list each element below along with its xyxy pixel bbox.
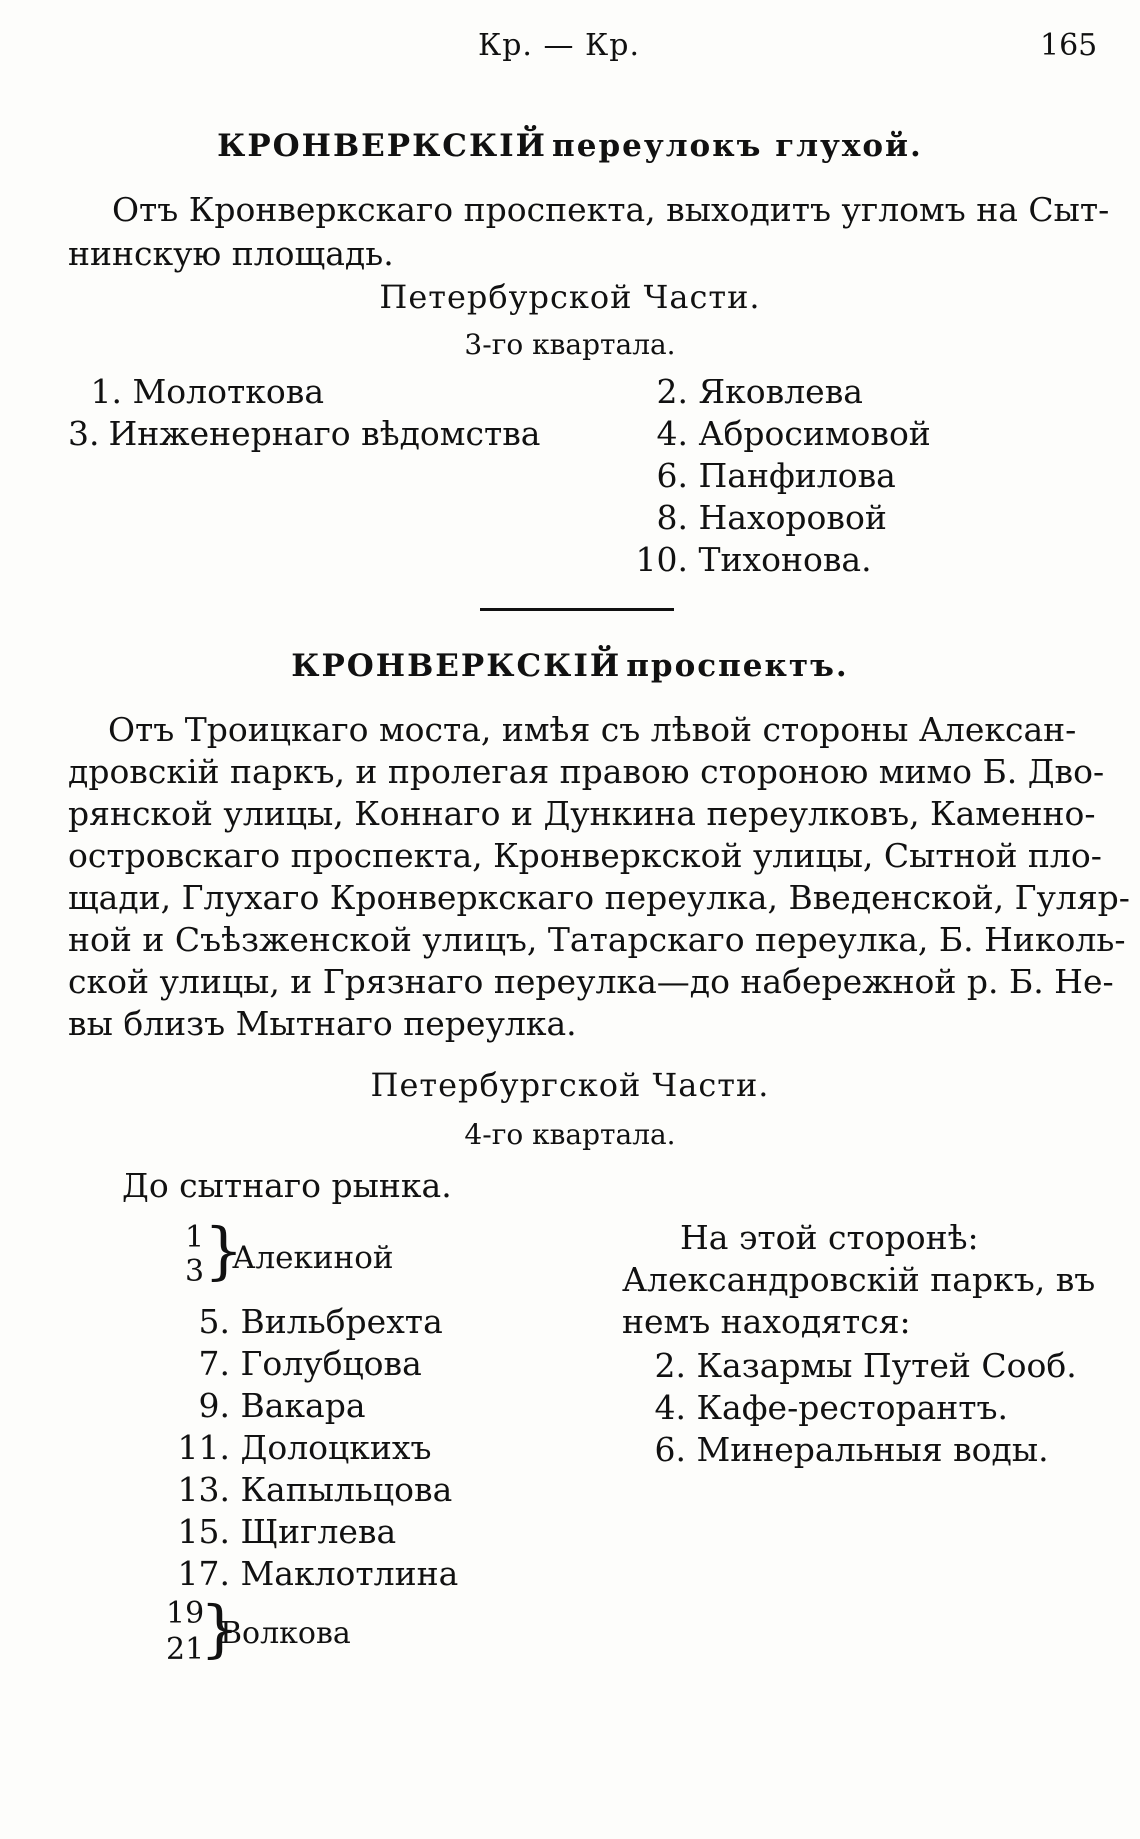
section1-description-line1: Отъ Кронверкскаго проспекта, выходитъ угломъ на Сыт- [112, 190, 1110, 229]
section2-description-line: дровскій паркъ, и пролегая правою стороною мимо Б. Дво- [68, 752, 1105, 791]
section2-left-item [150, 1386, 366, 1425]
section2-right-item [642, 1388, 1008, 1427]
section1-left-item [68, 414, 540, 453]
section1-title-bold: КРОНВЕРКСКІЙ [217, 128, 547, 164]
section2-description-line: ской улицы, и Грязнаго переулка—до набережной р. Б. Не- [68, 962, 1114, 1001]
item-name: Казармы Путей Сооб. [696, 1346, 1077, 1385]
section1-right-item [630, 456, 896, 495]
item-name: Кафе-ресторантъ. [696, 1388, 1009, 1427]
right-intro-line: На этой сторонѣ: [680, 1218, 979, 1257]
section1-title-rest: переулокъ глухой. [552, 128, 923, 164]
braced-name: Алекиной [232, 1240, 394, 1276]
section2-description-line: островскаго проспекта, Кронверкской улицы, Сытной пло- [68, 836, 1102, 875]
item-name: Долоцкихъ [240, 1428, 432, 1467]
item-number: 6. [654, 1430, 686, 1469]
right-intro-line: Александровскій паркъ, въ [622, 1260, 1096, 1299]
item-number: 6. [656, 456, 688, 495]
item-number: 7. [198, 1344, 230, 1383]
section2-left-item [150, 1428, 431, 1467]
section1-right-item [630, 372, 863, 411]
item-name: Молоткова [132, 372, 324, 411]
section-divider [480, 608, 674, 611]
item-number: 9. [198, 1386, 230, 1425]
section2-left-item [150, 1470, 452, 1509]
section1-description-line2: нинскую площадь. [68, 234, 394, 273]
section1-title [0, 128, 1140, 164]
item-number: 5. [198, 1302, 230, 1341]
section1-left-item [68, 372, 324, 411]
section1-right-item [630, 498, 887, 537]
item-name: Капыльцова [240, 1470, 453, 1509]
item-number: 13. [177, 1470, 230, 1509]
section1-quarter: 3-го квартала. [464, 328, 676, 361]
braced-number-a: 1 [185, 1220, 205, 1255]
item-number: 4. [654, 1388, 686, 1427]
section2-left-item [150, 1344, 422, 1383]
item-name: Яковлева [698, 372, 863, 411]
item-name: Нахоровой [698, 498, 887, 537]
section2-part: Петербургской Части. [370, 1066, 770, 1104]
item-name: Тихонова. [698, 540, 872, 579]
section2-left-item [150, 1302, 443, 1341]
item-name: Вакара [240, 1386, 366, 1425]
item-number: 2. [654, 1346, 686, 1385]
section2-description-line: Отъ Троицкаго моста, имѣя съ лѣвой стороны Алексан- [108, 710, 1077, 749]
section2-description-line: ной и Съѣзженской улицъ, Татарскаго переулка, Б. Николь- [68, 920, 1126, 959]
section2-title-rest: проспектъ. [626, 648, 849, 684]
item-name: Голубцова [240, 1344, 422, 1383]
item-number: 17. [177, 1554, 230, 1593]
section2-quarter: 4-го квартала. [464, 1118, 676, 1151]
item-name: Маклотлина [240, 1554, 459, 1593]
item-number: 4. [656, 414, 688, 453]
section2-title-bold: КРОНВЕРКСКІЙ [291, 648, 622, 684]
section1-right-item [630, 414, 931, 453]
section1-right-item [630, 540, 872, 579]
item-name: Панфилова [698, 456, 896, 495]
item-name: Щиглева [240, 1512, 397, 1551]
item-name: Абросимовой [698, 414, 931, 453]
item-number: 15. [177, 1512, 230, 1551]
braced-number-b: 3 [185, 1254, 205, 1289]
right-intro-line: немъ находятся: [622, 1302, 911, 1341]
item-name: Минеральныя воды. [696, 1430, 1049, 1469]
section2-left-item [150, 1554, 458, 1593]
braced-number-b: 21 [166, 1632, 205, 1667]
item-number: 8. [656, 498, 688, 537]
brace-icon: } [200, 1592, 240, 1665]
braced-number-a: 19 [166, 1596, 205, 1631]
item-name: Инженернаго вѣдомства [108, 414, 541, 453]
section2-description-line: вы близъ Мытнаго переулка. [68, 1004, 577, 1043]
item-number: 2. [656, 372, 688, 411]
section2-right-item [642, 1346, 1077, 1385]
item-number: 11. [177, 1428, 230, 1467]
section2-description-line: щади, Глухаго Кронверкскаго переулка, Введенской, Гуляр- [68, 878, 1130, 917]
section2-title [0, 648, 1140, 684]
braced-name: Волкова [220, 1616, 351, 1651]
running-title: Кр. — Кр. [478, 28, 640, 63]
item-number: 3. [68, 414, 100, 453]
section2-subheading: До сытнаго рынка. [122, 1166, 452, 1205]
section2-left-item [150, 1512, 396, 1551]
section2-description-line: рянской улицы, Коннаго и Дункина переулковъ, Каменно- [68, 794, 1096, 833]
item-number: 1. [90, 372, 122, 411]
brace-icon: } [204, 1214, 244, 1287]
item-name: Вильбрехта [240, 1302, 443, 1341]
page-number: 165 [1040, 28, 1098, 63]
section2-right-item [642, 1430, 1049, 1469]
item-number: 10. [635, 540, 688, 579]
section1-part: Петербурской Части. [379, 278, 761, 316]
